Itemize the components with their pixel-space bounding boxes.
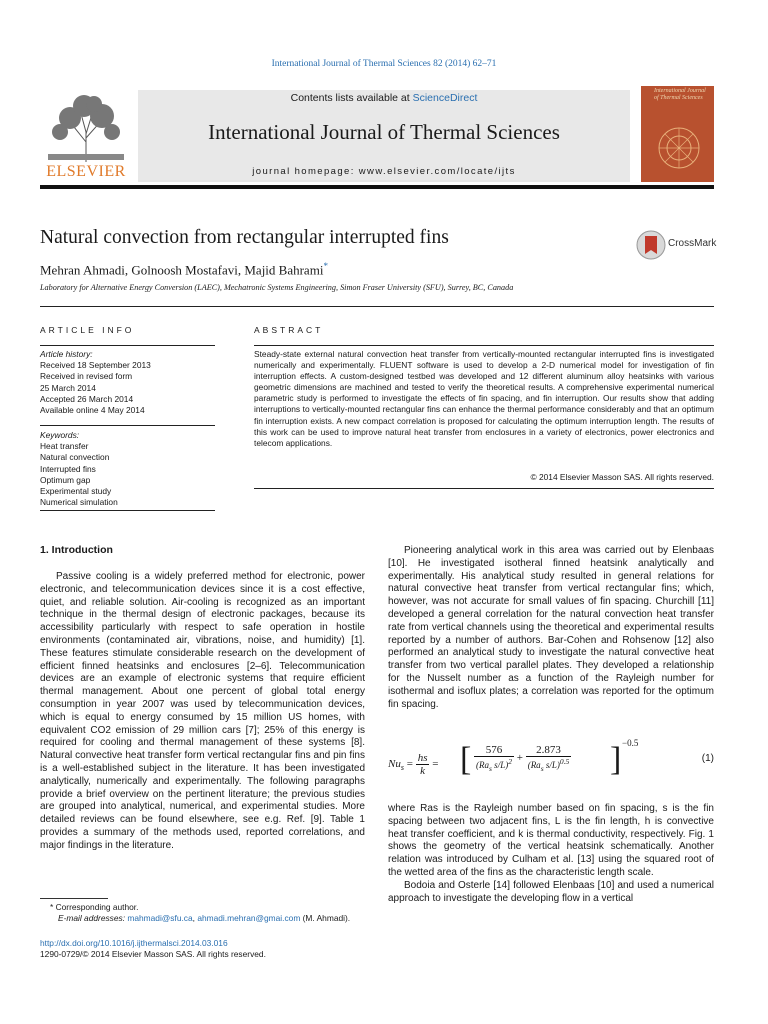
contents-line [138, 92, 630, 104]
history-item: Received in revised form [40, 371, 133, 382]
email-line: E-mail addresses: mahmadi@sfu.ca, ahmadi.mehran@gmai.com (M. Ahmadi). [58, 913, 351, 923]
eq-k: k [420, 765, 426, 777]
keyword: Natural convection [40, 452, 110, 463]
email-suffix: (M. Ahmadi). [300, 913, 351, 923]
crossmark-icon[interactable] [636, 230, 666, 260]
eq-2873: 2.873 [526, 744, 572, 757]
eq-ra-sub: s [540, 763, 544, 773]
eq-den-1: ($Ra_s$ s/L)$^2$ [476, 757, 512, 773]
keyword: Interrupted fins [40, 463, 96, 474]
eq-s: s [545, 760, 550, 770]
eq-pow-05: 0.5 [559, 757, 570, 766]
eq-ra-sub: s [489, 763, 492, 773]
eq-number: (1) [701, 753, 714, 764]
eq-bracket-left: [ [460, 741, 472, 778]
eq-frac-1 [474, 744, 514, 773]
footnote-rule [40, 898, 108, 899]
intro-left-column [40, 571, 365, 853]
intro-paragraph: where Ras is the Rayleigh number based on fin spacing, s is the fin spacing between two adjacent fins, L is the fin length, h is convective heat transfer coefficient, and k is thermal conductivity, respectively. Fig. 1 shows the geometry of the vertical heatsink schematically. Another relation was introduced by Culham et al. [13] using the squared root of the wetted area of the fins as the characteristic length scale. [388, 803, 714, 878]
eq-nu: Nu [388, 758, 401, 771]
abstract-text: Steady-state external natural convection heat transfer from vertically-mounted rectangular interrupted fins is investigated numerically and experimentally. FLUENT software is used to develop a 2-D numerical model for investigation of fin interruption effects. A custom-designed testbed was developed and 12 different aluminum alloy heatsinks with various geometric dimensions are machined and tested to verify the theoretical results. A comprehensive experimental numerical parametric study is performed to investigate the effects of fin spacing, and fin interruption. Our results show that adding interruptions to vertically-mounted rectangular fins can enhance the thermal performance considerably and that an optimum fin interruption exists. A new compact correlation is proposed for calculating the optimum interruption length. The results of this work can be used to improve natural heat transfer from enclosures in a variety of electronics, power electronics and telecom applications. [254, 349, 714, 448]
affiliation: Laboratory for Alternative Energy Conversion (LAEC), Mechatronic Systems Engineering, Simon Fraser University (SFU), Surrey, BC, Canada [40, 283, 514, 292]
email-link[interactable]: mahmadi@sfu.ca [127, 913, 193, 923]
authors-text: Mehran Ahmadi, Golnoosh Mostafavi, Majid Bahrami [40, 262, 324, 278]
contents-prefix: Contents lists available at [290, 92, 413, 104]
eq-L: L [500, 760, 506, 770]
keyword: Experimental study [40, 486, 112, 497]
article-history [40, 349, 215, 416]
intro-right-column [388, 545, 714, 711]
eq-L: L [551, 760, 557, 770]
equation-1 [388, 740, 714, 784]
author-list [40, 261, 328, 278]
eq-ra: Ra [479, 760, 489, 770]
email-label: E-mail addresses: [58, 913, 128, 923]
article-info-bottom-rule [40, 510, 215, 511]
elsevier-logo-text: ELSEVIER [46, 163, 126, 180]
intro-right-column-cont [388, 803, 714, 905]
journal-citation[interactable]: International Journal of Thermal Sciences 82 (2014) 62–71 [271, 59, 497, 69]
abstract-copyright: © 2014 Elsevier Masson SAS. All rights reserved. [530, 472, 714, 482]
email-link[interactable]: ahmadi.mehran@gmai.com [197, 913, 301, 923]
corresponding-note: * Corresponding author. [50, 902, 139, 912]
eq-ra: Ra [530, 760, 541, 770]
journal-title: International Journal of Thermal Sciences [208, 120, 560, 144]
history-item: 25 March 2014 [40, 382, 96, 393]
intro-paragraph: Pioneering analytical work in this area was carried out by Elenbaas [10]. He investigated isotheral finned heatsink analytically and experimentally. His analytical study resulted in general relations for natural convective heat transfer from vertical rectangular fins; which, however, was not accurate for small values of fin spacing. Churchill [11] developed a general correlation for the natural convection heat transfer rate from vertical channels using the theoretical and experimental results reported by a number of authors. Bar-Cohen and Rohsenow [12] also performed an analytical study to investigate the natural convective heat transfer from two vertical parallel plates. They developed a relationship for the Nusselt number as a function of the Rayleigh number for isothermal and isoflux plates; a correlation was reported for the optimum fin spacing. [388, 545, 714, 710]
intro-paragraph: Bodoia and Osterle [14] followed Elenbaas [10] and used a numerical approach to investigate the developing flow in a vertical [388, 879, 714, 904]
eq-den-2: ($Ra_s$ s/L)$^{0.5}$ [527, 757, 570, 773]
eq-576: 576 [474, 744, 514, 757]
keyword: Heat transfer [40, 441, 89, 452]
article-info-rule [40, 345, 215, 346]
cover-title: International Journal of Thermal Sciences [654, 88, 706, 101]
crossmark-label[interactable]: CrossMark [668, 238, 717, 249]
cover-ornament-icon [650, 118, 708, 176]
eq-frac-2 [526, 744, 572, 773]
keyword: Optimum gap [40, 474, 91, 485]
eq-bracket-right: ] [610, 741, 622, 778]
eq-hs-over-k [416, 752, 430, 777]
history-label: Article history: [40, 349, 93, 359]
article-info-heading: ARTICLE INFO [40, 325, 135, 335]
keywords-rule [40, 425, 215, 426]
doi-link[interactable]: http://dx.doi.org/10.1016/j.ijthermalsci.2014.03.016 [40, 938, 228, 948]
sciencedirect-link[interactable]: ScienceDirect [412, 92, 478, 104]
history-item: Available online 4 May 2014 [40, 405, 145, 416]
intro-heading: 1. Introduction [40, 544, 113, 556]
header-rule [40, 185, 714, 189]
eq-hs: hs [417, 752, 428, 764]
section-rule [40, 306, 714, 307]
eq-exponent: −0.5 [622, 738, 639, 748]
eq-pow-2: 2 [508, 757, 512, 766]
keyword: Numerical simulation [40, 497, 118, 508]
elsevier-tree-logo [40, 92, 132, 164]
keywords-label: Keywords: [40, 430, 80, 440]
eq-term-1: $\frac{576}{(Ra_s s/L)^2}$ + $\frac{2.873}{(Ra_s s/L)^{0.5}}$ [476, 744, 570, 773]
history-item: Received 18 September 2013 [40, 360, 151, 371]
issn-line: 1290-0729/© 2014 Elsevier Masson SAS. All rights reserved. [40, 949, 266, 959]
abstract-bottom-rule [254, 488, 714, 489]
eq-s: s [494, 760, 498, 770]
article-title: Natural convection from rectangular interrupted fins [40, 227, 449, 248]
intro-paragraph: Passive cooling is a widely preferred method for electronic, power electronic, and telecommunication devices since it is a cost effective, quiet, and reliable solution. Air-cooling is recognized as an important technique in the thermal design of electronic packages, because its accessibility particularly with respect to safe operation in hostile environments (contaminated air, vibrations, noise, and humidity) [1]. These features stimulate considerable research on the development of efficient finned heatsinks and enclosures [2–6]. Telecommunication devices are an example of electronic systems that require efficient thermal management. About one percent of global total energy consumption in year 2007 was used by telecommunication devices, which is equal to energy consumed by 15 million US homes, with equivalent CO2 emission of 29 million cars [7]; 25% of this energy is required for cooling and thermal management of these systems [8]. Natural convective heat transfer form vertical rectangular fins and pin fins is a well-established subject in the literature. It has been investigated analytically, numerically and experimentally. The following paragraphs provide a brief overview on the pertinent literature; the previous studies are grouped into analytical, numerical, and experimental studies. More detailed reviews can be found elsewhere, see e.g. Ref. [9]. Table 1 provides a summary of the methods used, reported correlations, and major findings in the literature. [40, 571, 365, 851]
corresponding-mark[interactable]: * [323, 261, 328, 271]
eq-lhs: $Nu_s$ = $\frac{hs}{k}$ = [388, 752, 439, 777]
keywords-list [40, 430, 215, 508]
abstract-rule [254, 345, 714, 346]
abstract-heading: ABSTRACT [254, 325, 324, 335]
eq-nu-sub: s [400, 763, 404, 773]
history-item: Accepted 26 March 2014 [40, 393, 134, 404]
journal-homepage[interactable]: journal homepage: www.elsevier.com/locate/ijts [252, 166, 516, 177]
